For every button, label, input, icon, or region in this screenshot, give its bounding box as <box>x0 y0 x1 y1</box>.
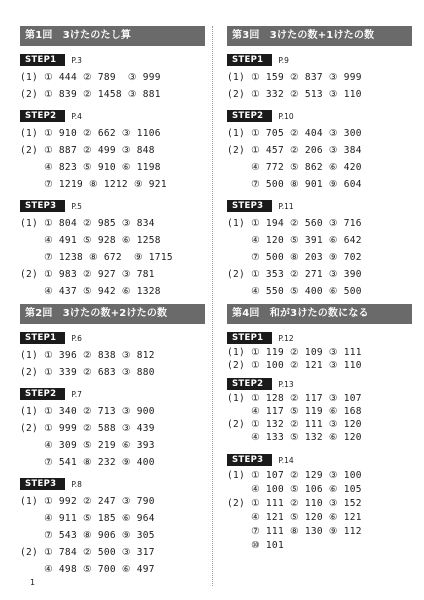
answer-line: (2) ① 100 ② 121 ③ 110 <box>227 360 362 371</box>
step-block <box>20 332 205 378</box>
answer-line: ⑦ 1238 ⑧ 672 ⑨ 1715 <box>20 252 173 263</box>
step-block <box>227 200 412 297</box>
answer-line: (2) ① 999 ② 588 ③ 439 <box>20 423 155 434</box>
page-number: 1 <box>30 578 36 587</box>
answer-line: ⑩ 101 <box>227 540 284 551</box>
answer-line: ④ 100 ⑤ 106 ⑥ 105 <box>227 484 362 495</box>
step-block <box>227 54 412 100</box>
page-ref: P.10 <box>278 111 294 121</box>
section-1 <box>20 26 205 297</box>
section-2 <box>20 304 205 575</box>
step-block <box>20 54 205 100</box>
answer-line: ⑦ 500 ⑧ 901 ⑨ 604 <box>227 179 362 190</box>
step-badge: STEP2 <box>20 388 65 400</box>
step-badge: STEP3 <box>20 200 65 212</box>
answer-line: ④ 498 ⑤ 700 ⑥ 497 <box>20 564 155 575</box>
step-badge: STEP1 <box>227 54 272 66</box>
step-badge: STEP2 <box>20 110 65 122</box>
step-block <box>227 332 412 371</box>
answer-line: (1) ① 340 ② 713 ③ 900 <box>20 406 155 417</box>
column-divider <box>212 26 213 586</box>
answer-line: (1) ① 705 ② 404 ③ 300 <box>227 128 362 139</box>
page-ref: P.5 <box>71 201 82 211</box>
page-ref: P.7 <box>71 389 82 399</box>
step-block <box>20 388 205 468</box>
answer-line: (1) ① 396 ② 838 ③ 812 <box>20 350 155 361</box>
step-badge: STEP1 <box>227 332 272 344</box>
answer-line: ④ 550 ⑤ 400 ⑥ 500 <box>227 286 362 297</box>
answer-line: (1) ① 128 ② 117 ③ 107 <box>227 393 362 404</box>
section-3 <box>227 26 412 297</box>
section-title: 第2回 3けたの数+2けたの数 <box>20 304 205 324</box>
page-ref: P.13 <box>278 379 294 389</box>
answer-line: (1) ① 194 ② 560 ③ 716 <box>227 218 362 229</box>
page-ref: P.3 <box>71 55 82 65</box>
answer-line: ⑦ 541 ⑧ 232 ⑨ 400 <box>20 457 155 468</box>
answer-line: ④ 117 ⑤ 119 ⑥ 168 <box>227 406 362 417</box>
answer-line: ④ 437 ⑤ 942 ⑥ 1328 <box>20 286 161 297</box>
answer-line: ⑦ 543 ⑧ 906 ⑨ 305 <box>20 530 155 541</box>
step-badge: STEP3 <box>227 200 272 212</box>
step-block <box>227 454 412 551</box>
page-ref: P.14 <box>278 455 294 465</box>
page-ref: P.11 <box>278 201 294 211</box>
answer-line: ④ 823 ⑤ 910 ⑥ 1198 <box>20 162 161 173</box>
answer-line: (1) ① 444 ② 789 ③ 999 <box>20 72 161 83</box>
answer-line: (1) ① 992 ② 247 ③ 790 <box>20 496 155 507</box>
answer-line: ⑦ 111 ⑧ 130 ⑨ 112 <box>227 526 362 537</box>
answer-line: ④ 309 ⑤ 219 ⑥ 393 <box>20 440 155 451</box>
step-badge: STEP1 <box>20 54 65 66</box>
page-ref: P.12 <box>278 333 294 343</box>
answer-line: (2) ① 132 ② 111 ③ 120 <box>227 419 362 430</box>
answer-line: (2) ① 111 ② 110 ③ 152 <box>227 498 362 509</box>
answer-line: (2) ① 983 ② 927 ③ 781 <box>20 269 155 280</box>
step-block <box>227 110 412 190</box>
section-title: 第4回 和が3けたの数になる <box>227 304 412 324</box>
page-ref: P.6 <box>71 333 82 343</box>
answer-line: (2) ① 784 ② 500 ③ 317 <box>20 547 155 558</box>
page-ref: P.9 <box>278 55 289 65</box>
step-badge: STEP2 <box>227 378 272 390</box>
answer-line: ④ 491 ⑤ 928 ⑥ 1258 <box>20 235 161 246</box>
answer-line: (2) ① 887 ② 499 ③ 848 <box>20 145 155 156</box>
answer-line: (1) ① 107 ② 129 ③ 100 <box>227 470 362 481</box>
answer-line: ④ 120 ⑤ 391 ⑥ 642 <box>227 235 362 246</box>
section-title: 第1回 3けたのたし算 <box>20 26 205 46</box>
section-title: 第3回 3けたの数+1けたの数 <box>227 26 412 46</box>
answer-line: ⑦ 500 ⑧ 203 ⑨ 702 <box>227 252 362 263</box>
step-badge: STEP1 <box>20 332 65 344</box>
section-4 <box>227 304 412 551</box>
answer-line: ④ 772 ⑤ 862 ⑥ 420 <box>227 162 362 173</box>
page-ref: P.8 <box>71 479 82 489</box>
answer-line: (2) ① 839 ② 1458 ③ 881 <box>20 89 161 100</box>
step-block <box>20 110 205 190</box>
step-block <box>227 378 412 443</box>
answer-line: ⑦ 1219 ⑧ 1212 ⑨ 921 <box>20 179 167 190</box>
answer-line: (1) ① 804 ② 985 ③ 834 <box>20 218 155 229</box>
answer-line: ④ 121 ⑤ 120 ⑥ 121 <box>227 512 362 523</box>
step-block <box>20 478 205 575</box>
step-badge: STEP3 <box>20 478 65 490</box>
answer-line: (2) ① 332 ② 513 ③ 110 <box>227 89 362 100</box>
answer-line: (1) ① 910 ② 662 ③ 1106 <box>20 128 161 139</box>
answer-line: (2) ① 339 ② 683 ③ 880 <box>20 367 155 378</box>
answer-line: (1) ① 119 ② 109 ③ 111 <box>227 347 362 358</box>
answer-line: (1) ① 159 ② 837 ③ 999 <box>227 72 362 83</box>
answer-line: ④ 911 ⑤ 185 ⑥ 964 <box>20 513 155 524</box>
step-badge: STEP2 <box>227 110 272 122</box>
step-badge: STEP3 <box>227 454 272 466</box>
step-block <box>20 200 205 297</box>
answer-line: (2) ① 353 ② 271 ③ 390 <box>227 269 362 280</box>
page-ref: P.4 <box>71 111 82 121</box>
answer-line: ④ 133 ⑤ 132 ⑥ 120 <box>227 432 362 443</box>
answer-line: (2) ① 457 ② 206 ③ 384 <box>227 145 362 156</box>
